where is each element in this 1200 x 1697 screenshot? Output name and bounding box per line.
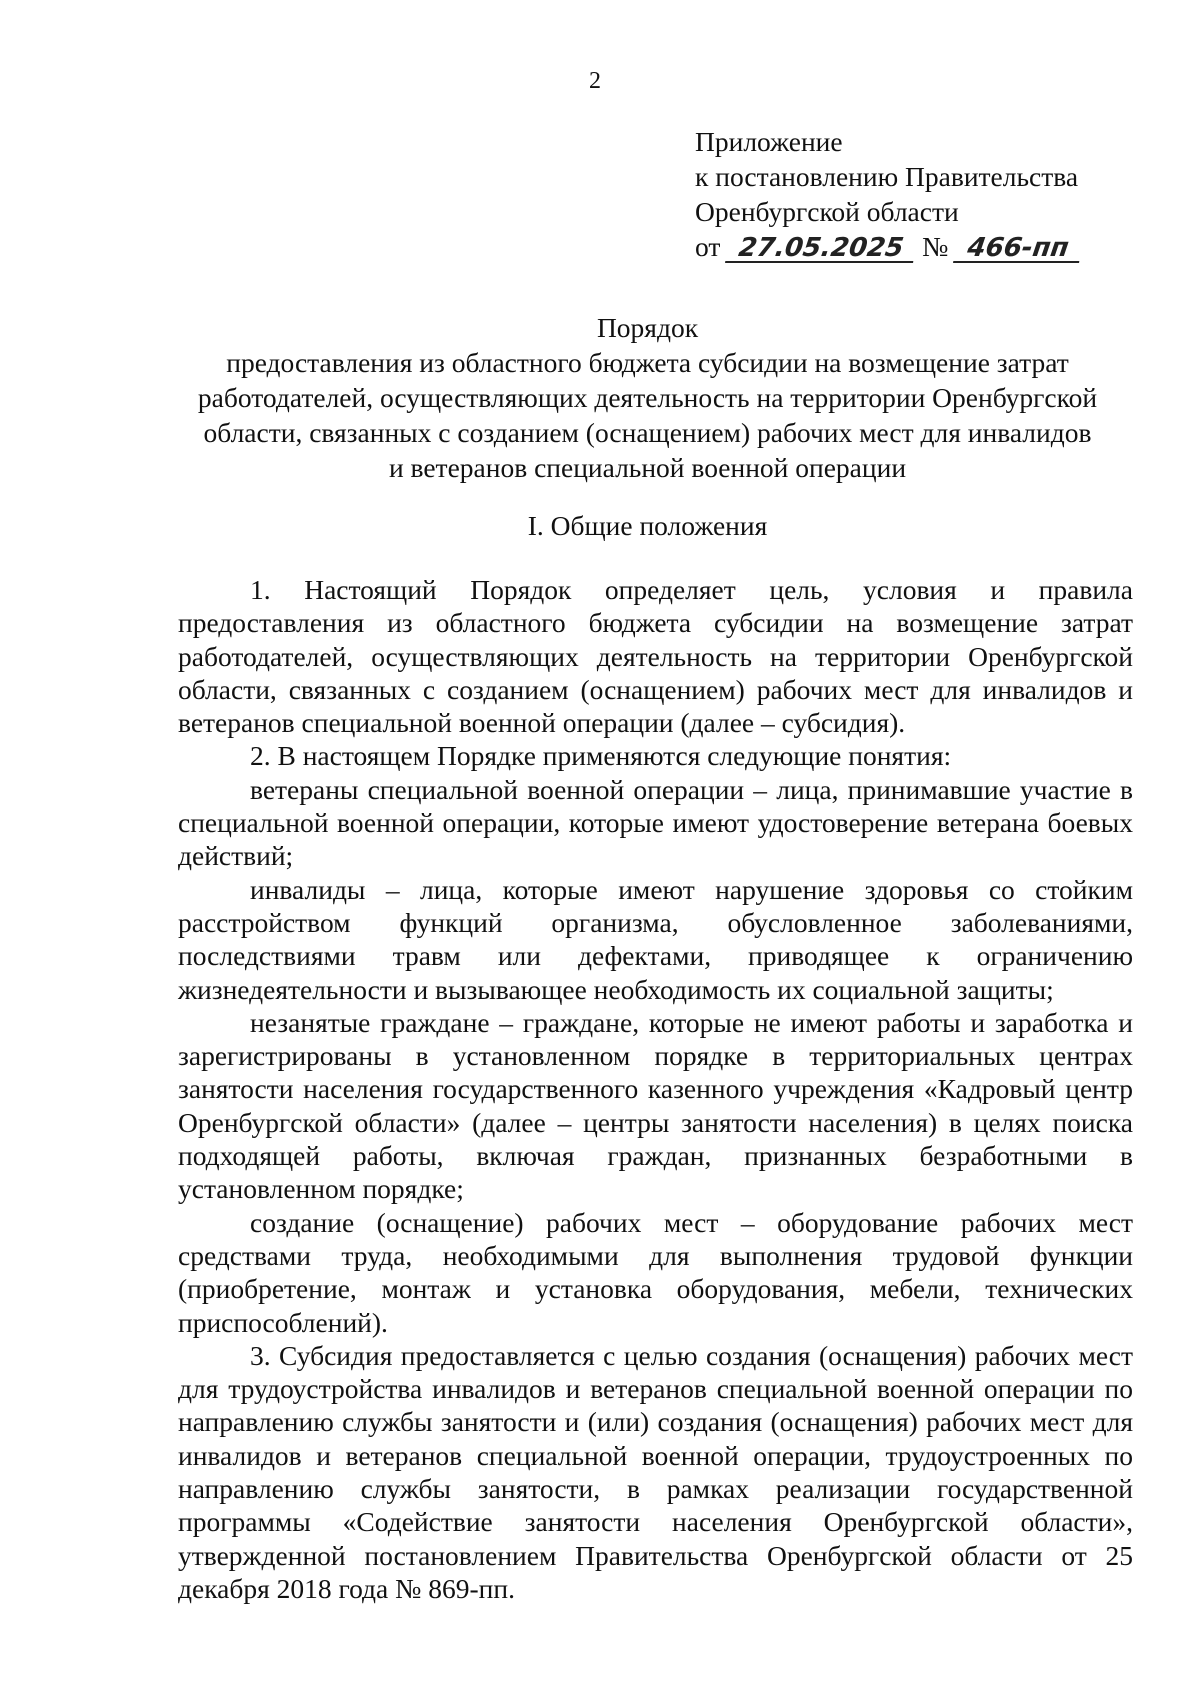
appendix-line-2: к постановлению Правительства (695, 161, 1079, 192)
title-line-1: Порядок (596, 312, 699, 343)
definition-veterans: ветераны специальной военной операции – лица, принимавшие участие в специальной военной операции, которые имеют удостоверение ветерана боевых действий; (178, 773, 1133, 872)
body-text (178, 573, 1133, 1605)
paragraph-2: 2. В настоящем Порядке применяются следующие понятия: (250, 740, 952, 772)
page-number: 2 (589, 68, 601, 94)
definition-workplace: создание (оснащение) рабочих мест – оборудование рабочих мест средствами труда, необходимыми для выполнения трудовой функции (приобретение, монтаж и установка оборудования, мебели, технических приспособлений). (178, 1206, 1133, 1338)
title-line-3: работодателей, осуществляющих деятельность на территории Оренбургской (197, 382, 1098, 413)
document-title (150, 310, 1145, 485)
section-heading: I. Общие положения (527, 510, 768, 541)
appendix-date-line (695, 229, 1081, 264)
definition-disabled: инвалиды – лица, которые имеют нарушение здоровья со стойким расстройством функций организма, обусловленное заболеваниями, последствиями травм или дефектами, приводящее к ограничению жизнедеятельности и вызывающее необходимость их социальной защиты; (178, 873, 1133, 1005)
title-line-5: и ветеранов специальной военной операции (388, 452, 907, 483)
appendix-block (695, 124, 1081, 264)
handwritten-date: 27.05.2025 (725, 235, 917, 263)
title-line-4: области, связанных с созданием (оснащением) рабочих мест для инвалидов (203, 417, 1092, 448)
appendix-line-1: Приложение (695, 126, 843, 157)
definition-unemployed: незанятые граждане – граждане, которые не имеют работы и заработка и зарегистрированы в установленном порядке в территориальных центрах занятости населения государственного казенного учреждения «Кадровый центр Оренбургской области» (далее – центры занятости населения) в целях поиска подходящей работы, включая граждан, признанных безработными в установленном порядке; (178, 1006, 1133, 1205)
paragraph-1: 1. Настоящий Порядок определяет цель, условия и правила предоставления из областного бюджета субсидии на возмещение затрат работодателей, осуществляющих деятельность на территории Оренбургской области, связанных с созданием (оснащением) рабочих мест для инвалидов и ветеранов специальной военной операции (далее – субсидия). (178, 574, 1133, 739)
date-prefix: от (695, 231, 721, 262)
number-prefix: № (922, 231, 949, 262)
paragraph-3: 3. Субсидия предоставляется с целью создания (оснащения) рабочих мест для трудоустройства инвалидов и ветеранов специальной военной операции по направлению службы занятости и (или) создания (оснащения) рабочих мест для инвалидов и ветеранов специальной военной операции, трудоустроенных по направлению службы занятости, в рамках реализации государственной программы «Содействие занятости населения Оренбургской области», утвержденной постановлением Правительства Оренбургской области от 25 декабря 2018 года № 869-пп. (178, 1339, 1133, 1604)
appendix-line-3: Оренбургской области (695, 196, 959, 227)
handwritten-number: 466-пп (953, 235, 1083, 263)
title-line-2: предоставления из областного бюджета субсидии на возмещение затрат (226, 347, 1069, 378)
